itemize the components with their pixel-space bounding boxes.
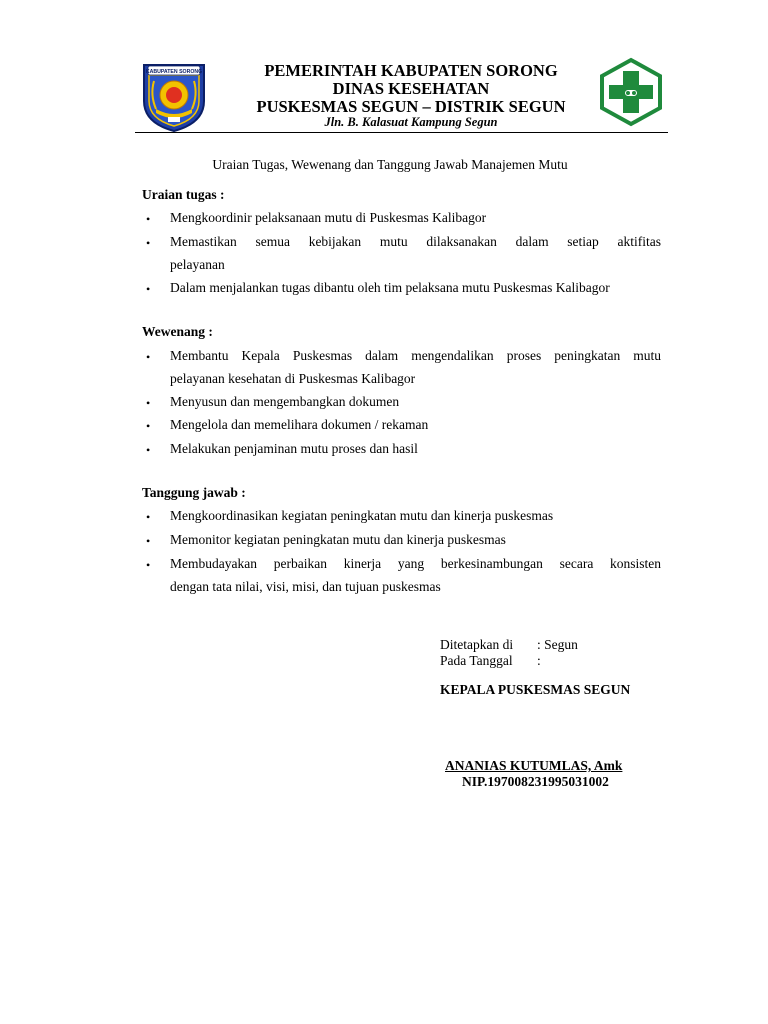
bullet-marker: • — [146, 419, 151, 433]
list-item: Mengkoordinir pelaksanaan mutu di Puskesmas Kalibagor — [170, 210, 487, 225]
bullet-marker: • — [146, 558, 151, 572]
health-cross-hexagon-icon — [598, 57, 664, 127]
svg-text:KABUPATEN SORONG: KABUPATEN SORONG — [145, 68, 203, 75]
signatory-nip: NIP.197008231995031002 — [462, 774, 609, 789]
list-item-line: semua — [255, 234, 290, 249]
list-item-line: aktifitas — [617, 234, 662, 249]
section-heading-wewenang: Wewenang : — [142, 324, 213, 339]
list-item: Mengelola dan memelihara dokumen / rekaman — [170, 417, 429, 432]
header-divider — [135, 132, 668, 133]
list-item-line: dilaksanakan — [426, 234, 497, 249]
list-item-line: dalam — [515, 234, 549, 249]
section-heading-uraian-tugas: Uraian tugas : — [142, 187, 225, 202]
header-government-title: PEMERINTAH KABUPATEN SORONG — [264, 61, 558, 80]
bullet-marker: • — [146, 212, 151, 226]
bullet-marker: • — [146, 396, 151, 410]
list-item: Dalam menjalankan tugas dibantu oleh tim pelaksana mutu Puskesmas Kalibagor — [170, 280, 610, 295]
date-label: Pada Tanggal — [440, 653, 513, 668]
list-item-line: Memastikan — [170, 234, 237, 249]
list-item: Menyusun dan mengembangkan dokumen — [170, 394, 400, 409]
list-item-line: kebijakan — [308, 234, 362, 249]
signatory-position: KEPALA PUSKESMAS SEGUN — [440, 682, 631, 697]
bullet-marker: • — [146, 282, 151, 296]
list-item: Melakukan penjaminan mutu proses dan hasil — [170, 441, 418, 456]
signatory-name: ANANIAS KUTUMLAS, Amk — [445, 758, 623, 773]
bullet-marker: • — [146, 443, 151, 457]
header-address: Jln. B. Kalasuat Kampung Segun — [324, 115, 498, 129]
list-item-continuation: pelayanan kesehatan di Puskesmas Kalibagor — [170, 371, 416, 386]
section-heading-tanggung-jawab: Tanggung jawab : — [142, 485, 246, 500]
bullet-marker: • — [146, 350, 151, 364]
list-item: Mengkoordinasikan kegiatan peningkatan mutu dan kinerja puskesmas — [170, 508, 554, 523]
document-title: Uraian Tugas, Wewenang dan Tanggung Jawab Manajemen Mutu — [212, 157, 568, 172]
list-item — [170, 234, 661, 250]
bullet-marker: • — [146, 534, 151, 548]
list-item-continuation: dengan tata nilai, visi, misi, dan tujuan puskesmas — [170, 579, 441, 594]
list-item-line: mutu — [379, 234, 408, 249]
list-item: Memonitor kegiatan peningkatan mutu dan kinerja puskesmas — [170, 532, 506, 547]
place-value: : Segun — [537, 637, 578, 652]
place-label: Ditetapkan di — [440, 637, 514, 652]
list-item: Membudayakan perbaikan kinerja yang berkesinambungan secara konsisten — [170, 556, 662, 571]
bullet-marker: • — [146, 236, 151, 250]
list-item-continuation: pelayanan — [170, 257, 225, 272]
list-item-line: setiap — [567, 234, 599, 249]
header-puskesmas-title: PUSKESMAS SEGUN – DISTRIK SEGUN — [256, 97, 566, 116]
bullet-marker: • — [146, 510, 151, 524]
list-item: Membantu Kepala Puskesmas dalam mengendalikan proses peningkatan mutu — [170, 348, 662, 363]
header-department-title: DINAS KESEHATAN — [332, 79, 490, 98]
date-value: : — [537, 653, 541, 668]
